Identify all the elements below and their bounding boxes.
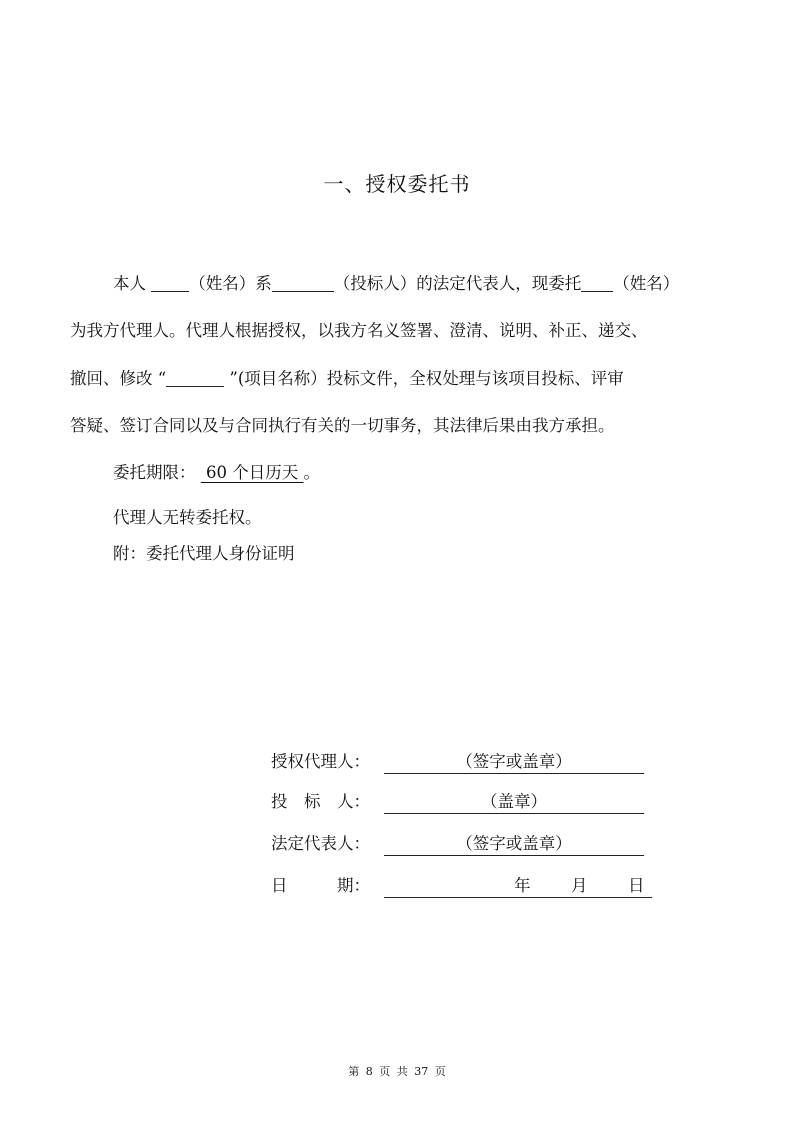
signature-hint: （签字或盖章） [456, 752, 572, 771]
principal-name-blank[interactable] [151, 273, 189, 292]
text-segment: （姓名）系 [189, 274, 272, 293]
signature-row-legal-rep [271, 831, 572, 857]
term-label: 委托期限： [113, 463, 196, 482]
page-footer: 第 8 页 共 37 页 [348, 1065, 446, 1078]
agent-signature-field[interactable] [384, 749, 644, 774]
text-segment: ”(项目名称）投标文件，全权处理与该项目投标、评审 [224, 369, 624, 388]
no-sub-delegation-text: 代理人无转委托权。 [113, 508, 262, 527]
term-end: 。 [303, 463, 320, 482]
text-segment: （投标人）的法定代表人，现委托 [333, 274, 582, 293]
signature-row-bidder [271, 789, 547, 815]
year-label: 年 [514, 876, 531, 895]
signature-label: 日 期： [271, 876, 370, 895]
term-line [113, 460, 773, 486]
day-label: 日 [628, 876, 645, 895]
signature-label: 投 标 人： [271, 792, 370, 811]
paragraph-line-3 [70, 366, 730, 392]
text-segment: 撤回、修改 “ [70, 369, 167, 388]
legal-rep-signature-field[interactable] [384, 831, 644, 856]
date-field[interactable] [384, 873, 652, 898]
document-title: 一、授权委托书 [323, 172, 471, 196]
text-segment: （姓名） [613, 274, 680, 293]
term-value: 60 个日历天 [200, 463, 304, 482]
paragraph-line-4: 答疑、签订合同以及与合同执行有关的一切事务，其法律后果由我方承担。 [70, 416, 615, 435]
attachment-text: 附：委托代理人身份证明 [113, 544, 295, 563]
agent-name-blank[interactable] [581, 273, 613, 292]
signature-row-agent [271, 749, 572, 775]
project-name-blank[interactable] [166, 368, 224, 387]
bidder-blank[interactable] [272, 273, 334, 292]
paragraph-line-2: 为我方代理人。代理人根据授权，以我方名义签署、澄清、说明、补正、递交、 [70, 321, 648, 340]
signature-hint: （盖章） [481, 792, 547, 811]
signature-hint: （签字或盖章） [456, 834, 572, 853]
signature-label: 授权代理人： [271, 752, 370, 771]
month-label: 月 [571, 876, 588, 895]
bidder-seal-field[interactable] [384, 789, 644, 814]
signature-label: 法定代表人： [271, 834, 370, 853]
signature-row-date [271, 873, 645, 899]
text-segment: 本人 [113, 274, 152, 293]
paragraph-line-1 [113, 271, 773, 297]
